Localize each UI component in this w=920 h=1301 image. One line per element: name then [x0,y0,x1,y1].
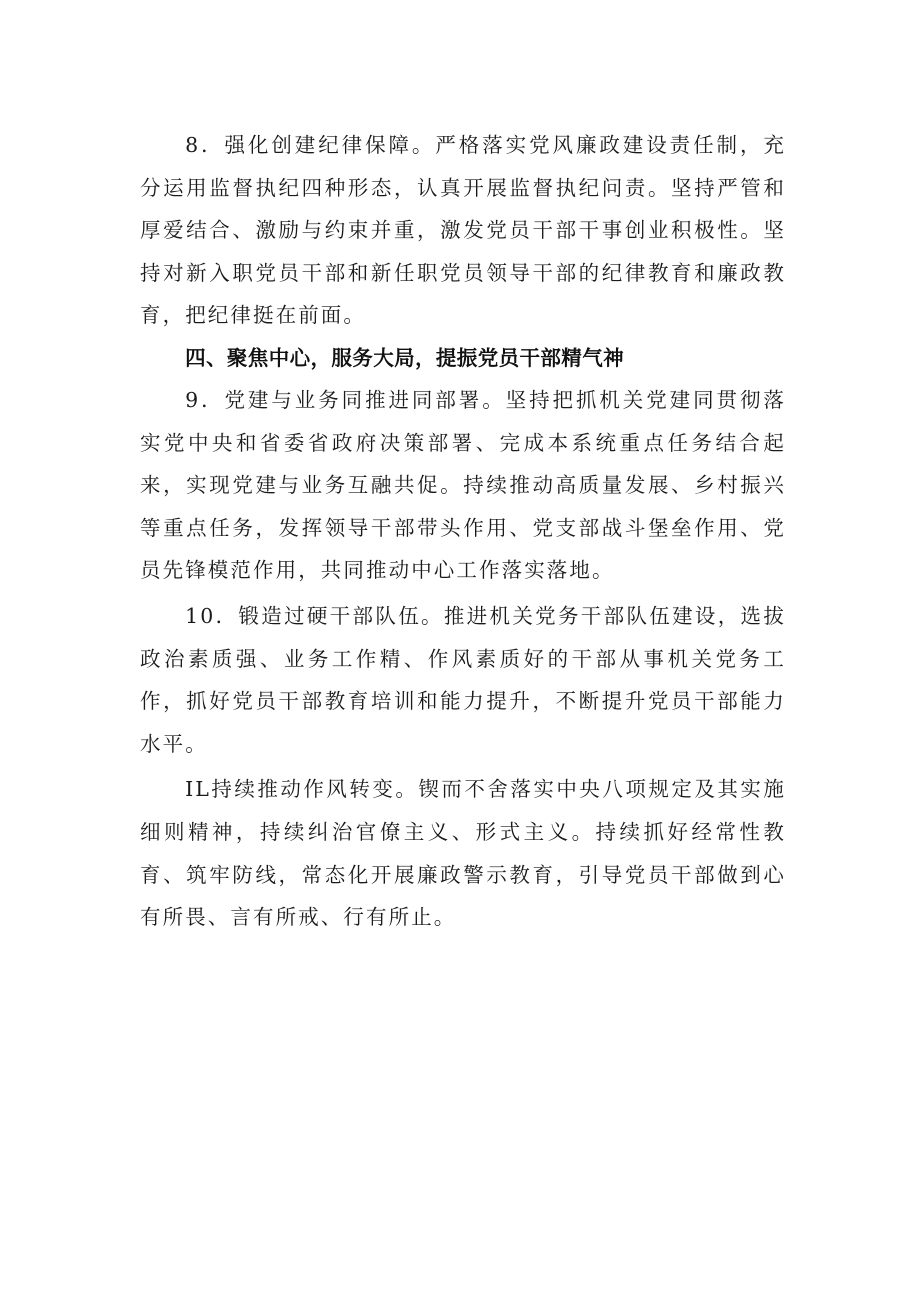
paragraph-item-11: IL持续推动作风转变。锲而不舍落实中央八项规定及其实施细则精神，持续纠治官僚主义、形式主义。持续抓好经常性教育、筑牢防线，常态化开展廉政警示教育，引导党员干部做到心有所畏、言有所戒、行有所止。 [140,777,786,930]
document-body [140,124,786,939]
paragraph-item-10: 10．锻造过硬干部队伍。推进机关党务干部队伍建设，选拔政治素质强、业务工作精、作风素质好的干部从事机关党务工作，抓好党员干部教育培训和能力提升，不断提升党员干部能力水平。 [140,603,786,756]
section-heading-4: 四、聚焦中心，服务大局，提振党员干部精气神 [185,345,624,370]
paragraph-item-9: 9．党建与业务同推进同部署。坚持把抓机关党建同贯彻落实党中央和省委省政府决策部署、完成本系统重点任务结合起来，实现党建与业务互融共促。持续推动高质量发展、乡村振兴等重点任务，发挥领导干部带头作用、党支部战斗堡垒作用、党员先锋模范作用，共同推动中心工作落实落地。 [140,387,786,583]
paragraph-item-8: 8．强化创建纪律保障。严格落实党风廉政建设责任制，充分运用监督执纪四种形态，认真开展监督执纪问责。坚持严管和厚爱结合、激励与约束并重，激发党员干部干事创业积极性。坚持对新入职党员干部和新任职党员领导干部的纪律教育和廉政教育，把纪律挺在前面。 [140,133,786,328]
